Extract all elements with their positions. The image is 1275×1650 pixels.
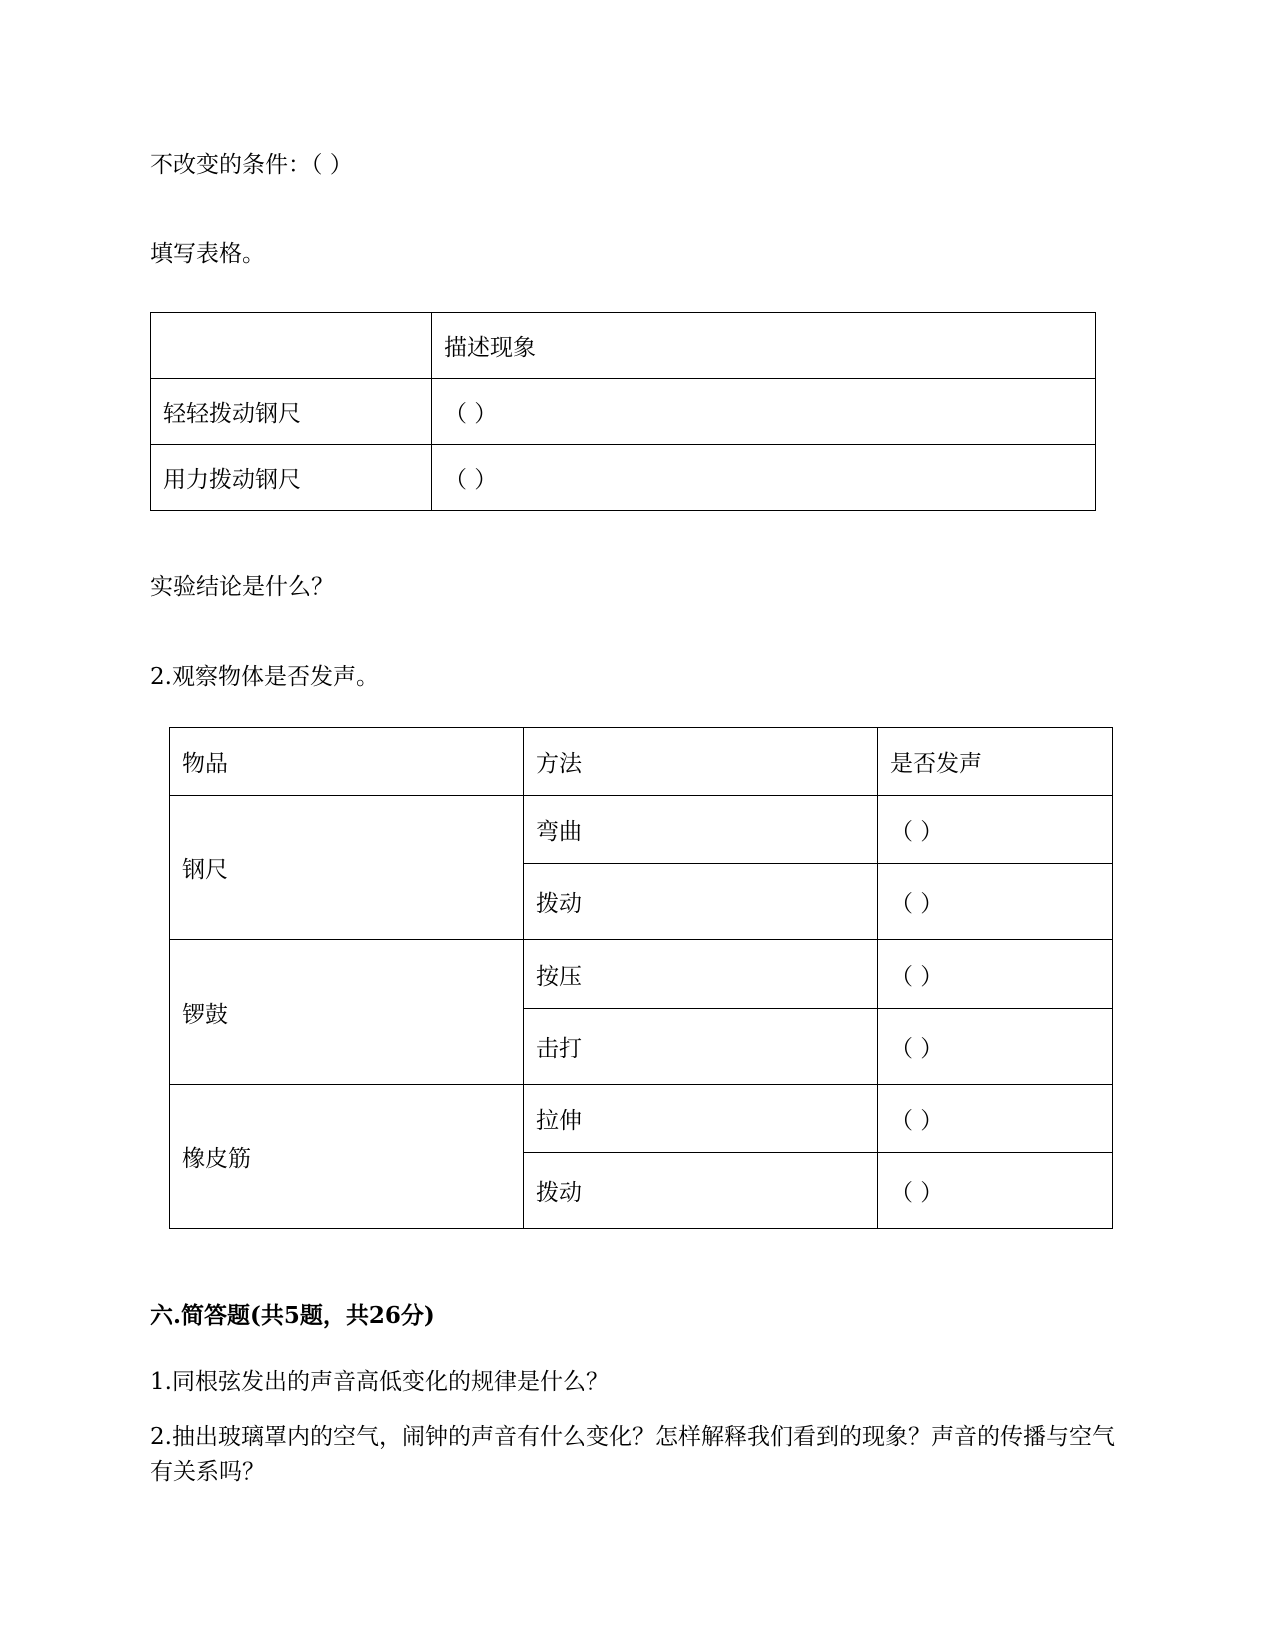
answer-blank: （ ） bbox=[432, 379, 1096, 445]
answer-blank: （ ） bbox=[878, 1153, 1113, 1229]
table-row bbox=[151, 379, 1096, 445]
table-row bbox=[151, 313, 1096, 379]
method-cell: 拉伸 bbox=[524, 1085, 878, 1153]
answer-blank: （ ） bbox=[878, 940, 1113, 1009]
table-row bbox=[151, 445, 1096, 511]
table-header-cell: 描述现象 bbox=[432, 313, 1096, 379]
table-header-cell: 方法 bbox=[524, 728, 878, 796]
table-cell bbox=[151, 313, 432, 379]
section-6-title: 六.简答题(共5题，共26分) bbox=[150, 1302, 435, 1329]
method-cell: 击打 bbox=[524, 1009, 878, 1085]
table-row bbox=[170, 728, 1113, 796]
table-header-cell: 是否发声 bbox=[878, 728, 1113, 796]
table-header-cell: 物品 bbox=[170, 728, 524, 796]
section-6-question-1: 1.同根弦发出的声音高低变化的规律是什么？ bbox=[150, 1369, 609, 1395]
table-cell: 用力拨动钢尺 bbox=[151, 445, 432, 511]
item-cell: 锣鼓 bbox=[170, 940, 524, 1085]
question-2-title: 2.观察物体是否发声。 bbox=[150, 664, 379, 690]
table-row bbox=[170, 940, 1113, 1009]
phenomenon-table bbox=[150, 312, 1096, 511]
table-cell: 轻轻拨动钢尺 bbox=[151, 379, 432, 445]
method-cell: 拨动 bbox=[524, 1153, 878, 1229]
answer-blank: （ ） bbox=[878, 864, 1113, 940]
table-row bbox=[170, 1085, 1113, 1153]
unchanged-condition-text: 不改变的条件：（ ） bbox=[150, 152, 353, 178]
answer-blank: （ ） bbox=[432, 445, 1096, 511]
method-cell: 按压 bbox=[524, 940, 878, 1009]
table-row bbox=[170, 796, 1113, 864]
conclusion-question: 实验结论是什么？ bbox=[150, 574, 334, 600]
answer-blank: （ ） bbox=[878, 1085, 1113, 1153]
fill-table-instruction: 填写表格。 bbox=[150, 241, 265, 267]
method-cell: 拨动 bbox=[524, 864, 878, 940]
method-cell: 弯曲 bbox=[524, 796, 878, 864]
item-cell: 钢尺 bbox=[170, 796, 524, 940]
answer-blank: （ ） bbox=[878, 796, 1113, 864]
sound-observation-table bbox=[169, 727, 1113, 1229]
section-6-question-2: 2.抽出玻璃罩内的空气，闹钟的声音有什么变化？怎样解释我们看到的现象？声音的传播与空气有关系吗？ bbox=[150, 1424, 1115, 1485]
answer-blank: （ ） bbox=[878, 1009, 1113, 1085]
item-cell: 橡皮筋 bbox=[170, 1085, 524, 1229]
